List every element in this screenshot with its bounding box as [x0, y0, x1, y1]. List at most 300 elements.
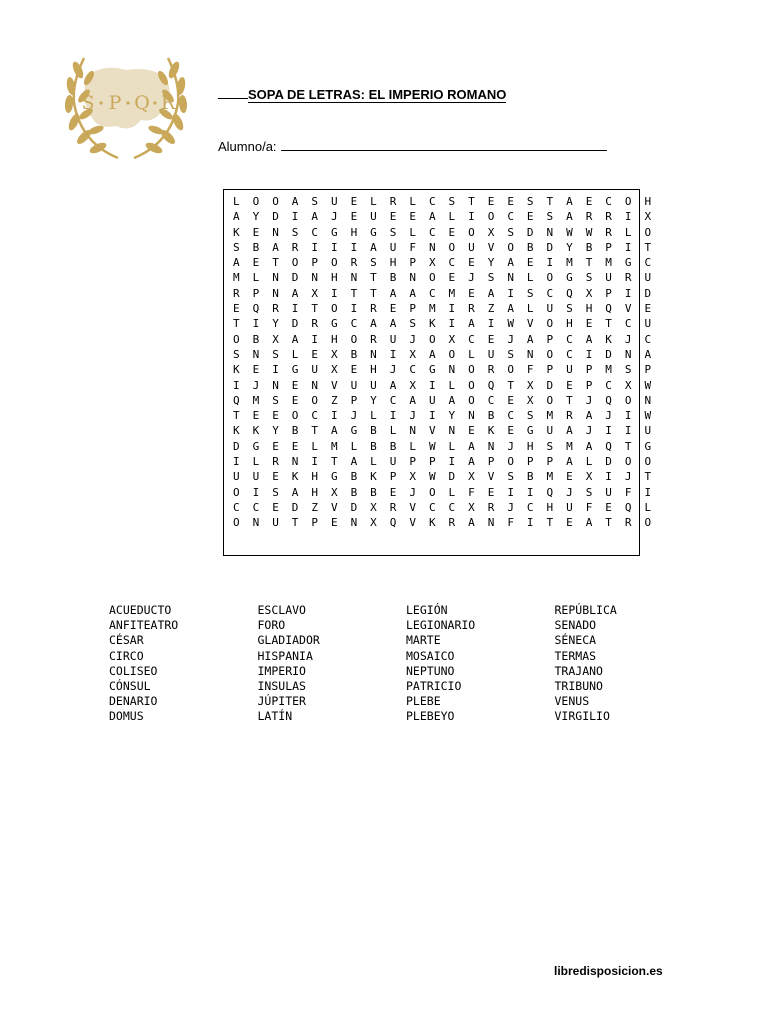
grid-cell[interactable]: T: [644, 470, 652, 484]
grid-cell[interactable]: B: [350, 347, 358, 361]
grid-cell[interactable]: D: [605, 455, 612, 469]
grid-cell[interactable]: R: [291, 240, 299, 254]
grid-cell[interactable]: V: [487, 470, 495, 484]
grid-cell[interactable]: I: [350, 302, 358, 316]
grid-cell[interactable]: D: [644, 286, 652, 300]
grid-cell[interactable]: A: [566, 210, 573, 224]
grid-cell[interactable]: P: [311, 516, 318, 530]
grid-cell[interactable]: O: [644, 225, 652, 239]
grid-cell[interactable]: J: [605, 409, 612, 423]
grid-cell[interactable]: G: [428, 363, 436, 377]
grid-cell[interactable]: H: [370, 363, 377, 377]
grid-cell[interactable]: A: [389, 378, 397, 392]
grid-cell[interactable]: E: [526, 256, 534, 270]
grid-cell[interactable]: I: [526, 516, 534, 530]
grid-cell[interactable]: R: [605, 225, 612, 239]
grid-cell[interactable]: X: [409, 378, 416, 392]
grid-cell[interactable]: A: [644, 347, 652, 361]
grid-cell[interactable]: B: [370, 485, 377, 499]
grid-cell[interactable]: G: [291, 363, 299, 377]
grid-cell[interactable]: J: [624, 332, 632, 346]
grid-cell[interactable]: Q: [605, 393, 612, 407]
grid-cell[interactable]: S: [624, 363, 632, 377]
grid-cell[interactable]: O: [272, 195, 279, 208]
grid-cell[interactable]: G: [330, 225, 338, 239]
grid-cell[interactable]: E: [291, 378, 299, 392]
grid-cell[interactable]: O: [428, 485, 436, 499]
grid-cell[interactable]: E: [389, 210, 397, 224]
grid-cell[interactable]: X: [526, 393, 534, 407]
grid-cell[interactable]: A: [311, 210, 318, 224]
grid-cell[interactable]: E: [487, 332, 495, 346]
grid-cell[interactable]: C: [507, 409, 514, 423]
grid-cell[interactable]: P: [428, 455, 436, 469]
grid-cell[interactable]: N: [272, 225, 279, 239]
grid-cell[interactable]: K: [233, 225, 240, 239]
grid-cell[interactable]: Y: [272, 424, 279, 438]
grid-cell[interactable]: I: [233, 378, 240, 392]
grid-cell[interactable]: I: [624, 286, 632, 300]
grid-cell[interactable]: S: [291, 225, 299, 239]
grid-cell[interactable]: T: [605, 317, 612, 331]
grid-cell[interactable]: A: [468, 317, 475, 331]
grid-cell[interactable]: A: [468, 455, 475, 469]
grid-cell[interactable]: I: [448, 455, 456, 469]
grid-cell[interactable]: C: [566, 332, 573, 346]
grid-cell[interactable]: S: [546, 439, 554, 453]
grid-cell[interactable]: T: [330, 455, 338, 469]
grid-cell[interactable]: E: [468, 286, 475, 300]
grid-cell[interactable]: I: [526, 485, 534, 499]
grid-cell[interactable]: R: [468, 302, 475, 316]
grid-cell[interactable]: O: [546, 393, 554, 407]
grid-cell[interactable]: F: [507, 516, 514, 530]
grid-cell[interactable]: E: [311, 347, 318, 361]
grid-cell[interactable]: T: [644, 240, 652, 254]
grid-cell[interactable]: A: [233, 210, 240, 224]
grid-cell[interactable]: T: [233, 317, 240, 331]
grid-cell[interactable]: O: [291, 409, 299, 423]
grid-cell[interactable]: O: [507, 240, 514, 254]
grid-cell[interactable]: A: [291, 485, 299, 499]
grid-cell[interactable]: O: [624, 195, 632, 208]
grid-cell[interactable]: P: [409, 302, 416, 316]
grid-cell[interactable]: I: [428, 409, 436, 423]
grid-cell[interactable]: D: [291, 317, 299, 331]
grid-cell[interactable]: T: [468, 195, 475, 208]
grid-cell[interactable]: O: [468, 225, 475, 239]
grid-cell[interactable]: H: [389, 256, 397, 270]
grid-cell[interactable]: S: [487, 271, 495, 285]
grid-cell[interactable]: I: [624, 240, 632, 254]
grid-cell[interactable]: I: [487, 317, 495, 331]
grid-cell[interactable]: N: [546, 225, 554, 239]
grid-cell[interactable]: E: [644, 302, 652, 316]
grid-cell[interactable]: N: [272, 286, 279, 300]
grid-cell[interactable]: A: [233, 256, 240, 270]
grid-cell[interactable]: A: [370, 240, 377, 254]
grid-cell[interactable]: E: [448, 225, 456, 239]
grid-cell[interactable]: E: [585, 317, 593, 331]
grid-cell[interactable]: U: [644, 271, 652, 285]
grid-cell[interactable]: N: [448, 363, 456, 377]
grid-cell[interactable]: C: [605, 378, 612, 392]
grid-cell[interactable]: R: [487, 363, 495, 377]
grid-cell[interactable]: E: [468, 256, 475, 270]
grid-cell[interactable]: S: [448, 195, 456, 208]
grid-cell[interactable]: A: [350, 455, 358, 469]
grid-cell[interactable]: Z: [311, 500, 318, 514]
grid-cell[interactable]: N: [350, 516, 358, 530]
grid-cell[interactable]: J: [468, 271, 475, 285]
grid-cell[interactable]: E: [566, 470, 573, 484]
grid-cell[interactable]: O: [507, 363, 514, 377]
grid-cell[interactable]: J: [507, 500, 514, 514]
grid-cell[interactable]: E: [291, 439, 299, 453]
grid-cell[interactable]: R: [311, 317, 318, 331]
grid-cell[interactable]: E: [291, 393, 299, 407]
grid-cell[interactable]: X: [585, 286, 593, 300]
grid-cell[interactable]: L: [370, 409, 377, 423]
grid-cell[interactable]: E: [252, 256, 260, 270]
grid-cell[interactable]: I: [291, 302, 299, 316]
grid-cell[interactable]: X: [370, 516, 377, 530]
grid-cell[interactable]: C: [409, 363, 416, 377]
grid-cell[interactable]: M: [546, 409, 554, 423]
grid-cell[interactable]: S: [272, 347, 279, 361]
grid-cell[interactable]: D: [546, 240, 554, 254]
grid-cell[interactable]: O: [546, 347, 554, 361]
grid-cell[interactable]: I: [291, 210, 299, 224]
grid-cell[interactable]: A: [468, 516, 475, 530]
grid-cell[interactable]: R: [389, 500, 397, 514]
grid-cell[interactable]: Z: [330, 393, 338, 407]
grid-cell[interactable]: A: [507, 256, 514, 270]
grid-cell[interactable]: O: [448, 240, 456, 254]
grid-cell[interactable]: L: [350, 439, 358, 453]
grid-cell[interactable]: C: [389, 393, 397, 407]
grid-cell[interactable]: G: [370, 225, 377, 239]
grid-cell[interactable]: H: [311, 485, 318, 499]
grid-cell[interactable]: G: [566, 271, 573, 285]
grid-cell[interactable]: H: [526, 439, 534, 453]
grid-cell[interactable]: S: [370, 256, 377, 270]
grid-cell[interactable]: G: [350, 424, 358, 438]
grid-cell[interactable]: X: [370, 500, 377, 514]
grid-cell[interactable]: A: [526, 332, 534, 346]
grid-cell[interactable]: X: [311, 286, 318, 300]
grid-cell[interactable]: P: [546, 332, 554, 346]
grid-cell[interactable]: B: [585, 240, 593, 254]
grid-cell[interactable]: K: [428, 516, 436, 530]
grid-cell[interactable]: P: [311, 256, 318, 270]
grid-cell[interactable]: H: [644, 195, 652, 208]
grid-cell[interactable]: I: [507, 485, 514, 499]
grid-cell[interactable]: V: [624, 302, 632, 316]
grid-cell[interactable]: W: [428, 470, 436, 484]
grid-cell[interactable]: A: [468, 439, 475, 453]
grid-cell[interactable]: E: [389, 485, 397, 499]
grid-cell[interactable]: L: [526, 271, 534, 285]
grid-cell[interactable]: X: [624, 378, 632, 392]
grid-cell[interactable]: L: [448, 210, 456, 224]
grid-cell[interactable]: O: [330, 256, 338, 270]
grid-cell[interactable]: E: [272, 470, 279, 484]
grid-cell[interactable]: U: [370, 378, 377, 392]
grid-cell[interactable]: D: [546, 378, 554, 392]
grid-cell[interactable]: E: [272, 439, 279, 453]
grid-cell[interactable]: E: [448, 271, 456, 285]
grid-cell[interactable]: N: [272, 271, 279, 285]
grid-cell[interactable]: D: [272, 210, 279, 224]
grid-cell[interactable]: B: [252, 240, 260, 254]
grid-cell[interactable]: T: [311, 302, 318, 316]
grid-cell[interactable]: R: [566, 409, 573, 423]
grid-cell[interactable]: A: [585, 439, 593, 453]
grid-cell[interactable]: A: [330, 424, 338, 438]
grid-cell[interactable]: V: [526, 317, 534, 331]
grid-cell[interactable]: R: [272, 455, 279, 469]
grid-cell[interactable]: P: [546, 455, 554, 469]
grid-cell[interactable]: S: [566, 302, 573, 316]
grid-cell[interactable]: Z: [487, 302, 495, 316]
grid-cell[interactable]: N: [272, 378, 279, 392]
grid-cell[interactable]: L: [585, 455, 593, 469]
grid-cell[interactable]: E: [252, 363, 260, 377]
grid-cell[interactable]: I: [330, 286, 338, 300]
grid-cell[interactable]: S: [409, 317, 416, 331]
grid-cell[interactable]: E: [566, 378, 573, 392]
grid-cell[interactable]: U: [233, 470, 240, 484]
grid-cell[interactable]: A: [272, 240, 279, 254]
grid-cell[interactable]: A: [389, 286, 397, 300]
grid-cell[interactable]: L: [624, 225, 632, 239]
grid-cell[interactable]: L: [311, 439, 318, 453]
grid-cell[interactable]: G: [330, 317, 338, 331]
grid-cell[interactable]: K: [233, 363, 240, 377]
grid-cell[interactable]: H: [311, 470, 318, 484]
grid-cell[interactable]: A: [566, 424, 573, 438]
grid-cell[interactable]: T: [311, 424, 318, 438]
grid-cell[interactable]: S: [233, 347, 240, 361]
grid-cell[interactable]: L: [448, 378, 456, 392]
grid-cell[interactable]: L: [370, 455, 377, 469]
grid-cell[interactable]: Y: [370, 393, 377, 407]
grid-cell[interactable]: I: [311, 240, 318, 254]
grid-cell[interactable]: C: [468, 332, 475, 346]
grid-cell[interactable]: U: [605, 485, 612, 499]
grid-cell[interactable]: F: [468, 485, 475, 499]
grid-cell[interactable]: U: [330, 195, 338, 208]
grid-cell[interactable]: L: [370, 195, 377, 208]
grid-cell[interactable]: A: [566, 455, 573, 469]
grid-cell[interactable]: T: [546, 195, 554, 208]
grid-cell[interactable]: H: [330, 271, 338, 285]
grid-cell[interactable]: S: [585, 271, 593, 285]
grid-cell[interactable]: S: [526, 195, 534, 208]
grid-cell[interactable]: M: [546, 470, 554, 484]
grid-cell[interactable]: U: [566, 500, 573, 514]
grid-cell[interactable]: J: [566, 485, 573, 499]
grid-cell[interactable]: V: [409, 500, 416, 514]
grid-cell[interactable]: U: [350, 378, 358, 392]
grid-cell[interactable]: D: [291, 271, 299, 285]
grid-cell[interactable]: T: [272, 256, 279, 270]
grid-cell[interactable]: S: [233, 240, 240, 254]
grid-cell[interactable]: O: [428, 271, 436, 285]
grid-cell[interactable]: S: [507, 470, 514, 484]
grid-cell[interactable]: P: [409, 455, 416, 469]
grid-cell[interactable]: C: [350, 317, 358, 331]
grid-cell[interactable]: X: [448, 332, 456, 346]
grid-cell[interactable]: E: [507, 195, 514, 208]
grid-cell[interactable]: A: [409, 393, 416, 407]
grid-cell[interactable]: E: [330, 516, 338, 530]
grid-cell[interactable]: P: [605, 286, 612, 300]
grid-cell[interactable]: L: [389, 424, 397, 438]
grid-cell[interactable]: Q: [252, 302, 260, 316]
grid-cell[interactable]: K: [370, 470, 377, 484]
grid-cell[interactable]: R: [448, 516, 456, 530]
grid-cell[interactable]: T: [605, 516, 612, 530]
grid-cell[interactable]: A: [448, 393, 456, 407]
grid-cell[interactable]: C: [507, 210, 514, 224]
grid-cell[interactable]: B: [350, 485, 358, 499]
grid-cell[interactable]: M: [428, 302, 436, 316]
grid-cell[interactable]: N: [291, 455, 299, 469]
grid-cell[interactable]: J: [507, 332, 514, 346]
grid-cell[interactable]: H: [585, 302, 593, 316]
grid-cell[interactable]: C: [428, 500, 436, 514]
grid-cell[interactable]: O: [291, 256, 299, 270]
grid-cell[interactable]: B: [487, 409, 495, 423]
grid-cell[interactable]: R: [585, 210, 593, 224]
grid-cell[interactable]: V: [330, 500, 338, 514]
grid-cell[interactable]: I: [624, 409, 632, 423]
grid-cell[interactable]: X: [409, 470, 416, 484]
grid-cell[interactable]: J: [585, 424, 593, 438]
grid-cell[interactable]: U: [546, 302, 554, 316]
grid-cell[interactable]: C: [644, 256, 652, 270]
grid-cell[interactable]: B: [252, 332, 260, 346]
grid-cell[interactable]: L: [233, 195, 240, 208]
grid-cell[interactable]: T: [291, 516, 299, 530]
grid-cell[interactable]: C: [252, 500, 260, 514]
grid-cell[interactable]: C: [448, 256, 456, 270]
grid-cell[interactable]: N: [468, 409, 475, 423]
grid-cell[interactable]: A: [291, 332, 299, 346]
grid-cell[interactable]: A: [428, 347, 436, 361]
grid-cell[interactable]: L: [252, 271, 260, 285]
grid-cell[interactable]: W: [507, 317, 514, 331]
grid-cell[interactable]: K: [291, 470, 299, 484]
grid-cell[interactable]: N: [526, 347, 534, 361]
grid-cell[interactable]: I: [605, 424, 612, 438]
grid-cell[interactable]: L: [252, 455, 260, 469]
grid-cell[interactable]: I: [585, 347, 593, 361]
grid-cell[interactable]: K: [252, 424, 260, 438]
grid-cell[interactable]: O: [468, 363, 475, 377]
grid-cell[interactable]: Q: [546, 485, 554, 499]
grid-cell[interactable]: X: [272, 332, 279, 346]
grid-cell[interactable]: P: [526, 455, 534, 469]
grid-cell[interactable]: G: [644, 439, 652, 453]
grid-cell[interactable]: E: [585, 195, 593, 208]
grid-cell[interactable]: E: [507, 424, 514, 438]
grid-cell[interactable]: R: [624, 271, 632, 285]
grid-cell[interactable]: F: [585, 500, 593, 514]
grid-cell[interactable]: X: [526, 378, 534, 392]
grid-cell[interactable]: H: [546, 500, 554, 514]
grid-cell[interactable]: C: [311, 225, 318, 239]
grid-cell[interactable]: U: [389, 332, 397, 346]
grid-cell[interactable]: I: [389, 347, 397, 361]
grid-cell[interactable]: A: [389, 317, 397, 331]
grid-cell[interactable]: V: [487, 240, 495, 254]
grid-cell[interactable]: N: [487, 439, 495, 453]
grid-cell[interactable]: U: [370, 210, 377, 224]
grid-cell[interactable]: O: [233, 516, 240, 530]
grid-cell[interactable]: S: [546, 210, 554, 224]
grid-cell[interactable]: S: [507, 347, 514, 361]
grid-cell[interactable]: E: [350, 195, 358, 208]
grid-cell[interactable]: J: [624, 470, 632, 484]
grid-cell[interactable]: Y: [448, 409, 456, 423]
grid-cell[interactable]: T: [350, 286, 358, 300]
grid-cell[interactable]: U: [487, 347, 495, 361]
grid-cell[interactable]: P: [585, 378, 593, 392]
grid-cell[interactable]: X: [468, 500, 475, 514]
grid-cell[interactable]: U: [644, 424, 652, 438]
grid-cell[interactable]: I: [330, 240, 338, 254]
grid-cell[interactable]: A: [409, 286, 416, 300]
grid-cell[interactable]: Y: [272, 317, 279, 331]
grid-cell[interactable]: O: [546, 317, 554, 331]
grid-cell[interactable]: E: [272, 409, 279, 423]
grid-cell[interactable]: N: [311, 271, 318, 285]
grid-cell[interactable]: U: [605, 271, 612, 285]
grid-cell[interactable]: I: [507, 286, 514, 300]
grid-cell[interactable]: J: [252, 378, 260, 392]
grid-cell[interactable]: L: [526, 302, 534, 316]
grid-cell[interactable]: A: [291, 286, 299, 300]
grid-cell[interactable]: X: [330, 363, 338, 377]
grid-cell[interactable]: T: [546, 516, 554, 530]
grid-cell[interactable]: S: [389, 225, 397, 239]
grid-cell[interactable]: C: [233, 500, 240, 514]
grid-cell[interactable]: R: [624, 516, 632, 530]
grid-cell[interactable]: N: [624, 347, 632, 361]
grid-cell[interactable]: E: [350, 363, 358, 377]
grid-cell[interactable]: O: [233, 485, 240, 499]
grid-cell[interactable]: N: [350, 271, 358, 285]
grid-cell[interactable]: H: [350, 225, 358, 239]
grid-cell[interactable]: K: [428, 317, 436, 331]
grid-cell[interactable]: W: [585, 225, 593, 239]
grid-cell[interactable]: M: [330, 439, 338, 453]
grid-cell[interactable]: T: [233, 409, 240, 423]
grid-cell[interactable]: O: [624, 455, 632, 469]
grid-cell[interactable]: N: [487, 516, 495, 530]
grid-cell[interactable]: B: [291, 424, 299, 438]
grid-cell[interactable]: P: [546, 363, 554, 377]
grid-cell[interactable]: Q: [624, 500, 632, 514]
grid-cell[interactable]: A: [585, 332, 593, 346]
grid-cell[interactable]: E: [507, 393, 514, 407]
grid-cell[interactable]: N: [370, 347, 377, 361]
grid-cell[interactable]: I: [233, 455, 240, 469]
student-name-line[interactable]: [281, 138, 607, 151]
